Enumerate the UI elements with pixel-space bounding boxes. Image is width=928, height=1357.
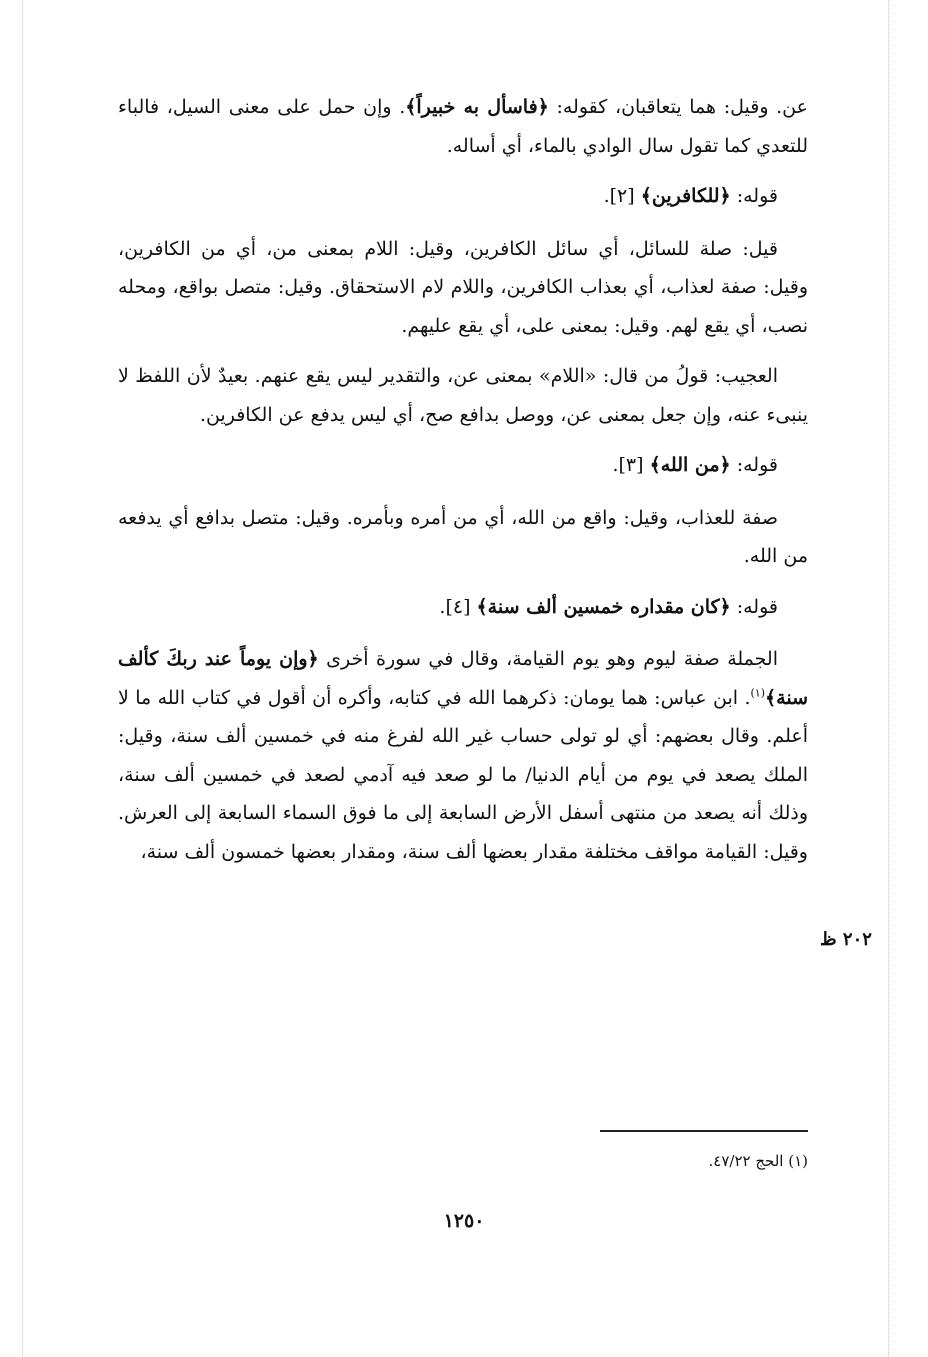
scan-dotted-line-right [888,0,889,1357]
quran-quote: ﴿فاسأل به خبيراً﴾ [405,96,549,118]
text-segment: [٣]. [612,454,650,476]
commentary-paragraph [118,230,808,346]
text-segment: قيل: صلة للسائل، أي سائل الكافرين، وقيل: اللام بمعنى من، أي من الكافرين، وقيل: صفة لعذاب، أي بعذاب الكافرين، واللام لام الاستحقاق. وقيل: متصل بواقع، ومحله نصب، أي يقع لهم. وقيل: بمعنى على، أي يقع عليهم. [118,237,808,337]
verse-heading [118,588,808,627]
quran-quote: ﴿للكافرين﴾ [640,185,731,207]
quran-quote: ﴿وإن يوماً عند ربكَ كألف سنة﴾ [118,648,808,709]
scan-dotted-line-left [22,0,23,1357]
text-segment: . ابن عباس: هما يومان: ذكرهما الله في كتابه، وأكره أن أقول في كتاب الله ما لا أعلم. وقال بعضهم: أي لو تولى حساب غير الله لفرغ منه في خمسين ألف سنة، وقيل: الملك يصعد في يوم من أيام الدنيا/ ما لو صعد فيه آدمي لصعد في خمسين ألف سنة، وذلك أنه يصعد من منتهى أسفل الأرض السابعة إلى ما فوق السماء السابعة إلى العرش. وقيل: القيامة مواقف مختلفة مقدار بعضها ألف سنة، ومقدار بعضها خمسون ألف سنة، [118,686,808,863]
footnote-ref: (١) [750,686,766,700]
text-segment: الجملة صفة ليوم وهو يوم القيامة، وقال في سورة أخرى [318,648,778,670]
commentary-paragraph [118,357,808,434]
commentary-paragraph [118,499,808,576]
quran-quote: ﴿كان مقداره خمسين ألف سنة﴾ [476,595,731,618]
page-number: ١٢٥٠ [443,1210,485,1232]
commentary-paragraph [118,640,808,871]
text-segment: . وإن حمل على معنى السيل، فالباء للتعدي كما تقول سال الوادي بالماء، أي أساله. [118,96,808,157]
text-segment: قوله: [730,185,778,207]
text-segment: صفة للعذاب، وقيل: واقع من الله، أي من أمره وبأمره. وقيل: متصل بدافع أي يدفعه من الله. [118,506,808,567]
text-segment: [٤]. [439,595,477,618]
quran-quote: ﴿من الله﴾ [649,454,731,476]
text-segment: قوله: [730,595,778,618]
footnote: (١) الحج ٤٧/٢٢. [708,1152,808,1170]
verse-heading [118,177,808,216]
text-segment: العجيب: قولُ من قال: «اللام» بمعنى عن، والتقدير ليس يقع عنهم. بعيدٌ لأن اللفظ لا ينبىء عنه، وإن جعل بمعنى عن، ووصل بدافع صح، أي ليس يدفع عن الكافرين. [118,365,808,426]
commentary-paragraph [118,88,808,165]
text-segment: عن. وقيل: هما يتعاقبان، كقوله: [548,96,808,118]
text-segment: [٢]. [603,185,641,207]
text-segment: قوله: [730,454,778,476]
verse-heading [118,446,808,485]
manuscript-folio-marker: ٢٠٢ ظ [820,929,872,950]
main-text-body [118,88,808,883]
footnote-separator [600,1130,808,1132]
